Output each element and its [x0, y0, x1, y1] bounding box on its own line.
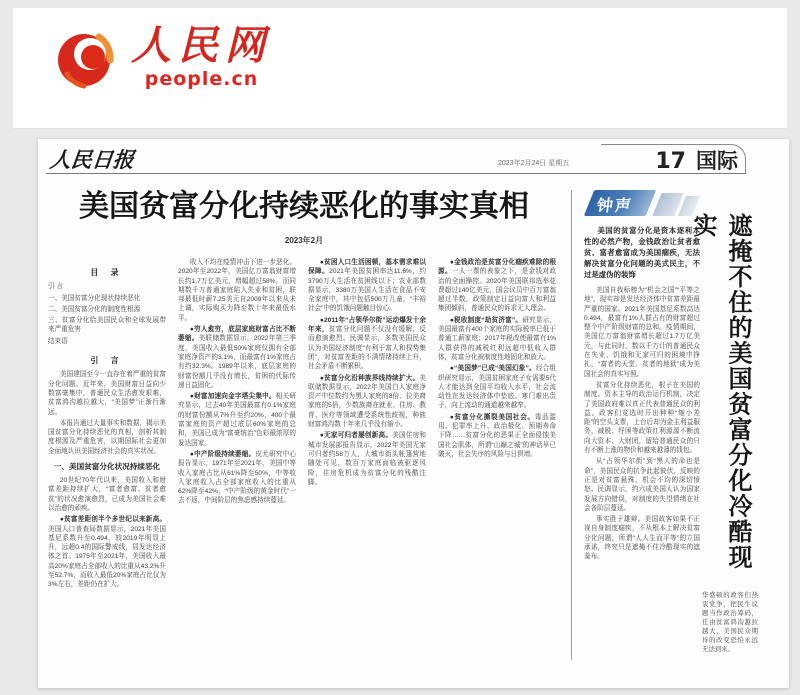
article-paragraph: 20世纪70年代以来，美国收入和财富差距持续扩大，“富者愈富、贫者愈贫”的状况愈演愈烈，已成为美国社会难以治愈的顽疾。 — [48, 477, 166, 512]
section-heading: 目 录 — [90, 268, 124, 277]
article-bullet-paragraph: ●贫富分化沿种族界线持续扩大。美联储数据显示，2022年美国白人家庭净资产中位数约为黑人家庭的8倍、拉美裔家庭的5倍，少数族裔在就业、住房、教育、医疗等领域遭受系统性歧视，种族财富鸿沟数十年来几乎没有缩小。 — [308, 374, 426, 429]
article-bullet-paragraph: ●金钱政治是贫富分化痼疾难除的根源。一人一票的表象之下，是金钱对政治的全面操控。2020年美国联邦选举花费超过140亿美元，国会议员中百万富翁超过半数，政策制定日益向富人和利益集团倾斜，普通民众的诉求无人理会。 — [438, 259, 556, 313]
article-paragraph: 收入不均在疫情冲击下进一步恶化。2020年至2022年，美国亿万富翁财富增长约1.7万亿美元，增幅超过58%，而同期数千万普通家庭陷入失业和贫困，联邦最低时薪7.25美元自2009年以来从未上调，实际购买力降至数十年来最低水平。 — [178, 259, 296, 322]
article-paragraph: 贫富分化持续恶化，根子在美国的制度。资本主导的政治运行机制，决定了美国政府难以真正代表普通民众的利益。政客们竞选时开出种种“缩小差距”的空头支票，上台后却为金主利益服务，减税、纾困等政策红利源源不断流向大资本、大财团，留给普通民众的只有不断上涨的物价和越来越薄的钱包。 — [584, 381, 700, 455]
toc-line: 引 言 — [48, 283, 64, 291]
article-paragraph: 美国建国至今一直存在着严重的贫富分化问题。近年来，美国财富日益向少数富豪集中，普通民众生活愈发艰难，贫富鸿沟越拉越大，“美国梦”正渐行渐远。 — [48, 371, 166, 416]
zhongsheng-column — [584, 223, 700, 685]
article-bullet-paragraph: ●“美国梦”已成“美国幻象”。经合组织研究显示，美国贫困家庭子女需要5代人才能达到全国平均收入水平，社会流动性在发达经济体中垫底。寒门难出贵子，向上流动的通道越来越窄。 — [438, 365, 556, 410]
toc-line: 结束语 — [48, 337, 68, 345]
article-bullet-paragraph: ●贫困人口生活困顿，基本需求难以保障。2021年美国贫困率达11.6%，约3790万人生活在贫困线以下；农业部数据显示，3380万美国人生活在食品不安全家庭中，其中包括500万儿童，“丰裕社会”中的饥饿问题触目惊心。 — [308, 259, 426, 313]
site-header — [13, 8, 787, 129]
article-bullet-paragraph: ●穷人愈穷，底层家庭财富占比不断萎缩。美联储数据显示，2022年第三季度，美国收入最低50%家庭仅拥有全部家庭净资产的3.1%，而最富有1%家庭占有约32.3%。1989年以来，底层家庭的财富份额几乎没有增长，贫困的代际传递日益固化。 — [178, 326, 296, 389]
main-article-subtitle: 2023年2月 — [284, 236, 324, 245]
people-cn-logo[interactable] — [53, 24, 272, 90]
article-paragraph: 本报告通过大量事实和数据，揭示美国贫富分化持续恶化的真相，剖析其制度根源及严重危害，以期国际社会更加全面地认识美国经济社会的真实状况。 — [48, 419, 166, 455]
article-column-3 — [308, 258, 426, 686]
section-name: 国际 — [696, 149, 738, 173]
zhongsheng-banner — [585, 190, 701, 217]
article-bullet-paragraph: ●贫富差距创半个多世纪以来新高。美国人口普查局数据显示，2021年美国基尼系数升至0.494，较2019年明显上升，远超0.4的国际警戒线，居发达经济体之首。1975年至2021年，美国收入最高20%家庭占全部收入的比重从43.2%升至52.7%，而收入最低20%家庭占比仅为3%左右，差距仍在扩大。 — [48, 516, 166, 589]
page-number-section — [610, 145, 738, 175]
logo-chinese-text: 人民网 — [131, 22, 272, 69]
article-column-2 — [178, 258, 296, 686]
article-paragraph: 从“占领华尔街”到“黑人的命也是命”，美国民众的抗争此起彼伏，反映的正是对贫富悬殊、机会不均的深切愤怒。民调显示，约六成美国人认为国家发展方向错误，对制度的失望情绪在社会各阶层蔓延。 — [584, 458, 700, 512]
article-bullet-paragraph: ●2011年“占领华尔街”运动爆发十余年来，贫富分化问题不仅没有缓解，反而愈演愈烈。民调显示，多数美国民众认为美国经济制度“有利于富人和权势集团”，对贫富差距的不满情绪持续上升，社会矛盾不断累积。 — [308, 316, 426, 371]
article-bullet-paragraph: ●中产阶级持续萎缩。皮尤研究中心报告显示，1971年至2021年，美国中等收入家庭占比从61%降至50%，中等收入家庭收入占全部家庭收入的比重从62%降至42%，“中产阶级的黄金时代”一去不返，中间阶层的焦虑感持续蔓延。 — [178, 450, 296, 505]
article-bullet-paragraph: ●财富加速向金字塔尖集中。相关研究显示，过去40年美国最富有0.1%家庭的财富份额从7%升至约20%，400个最富家庭的资产超过底层60%家庭的总和，美国已成为“富豪统治”色彩最浓厚的发达国家。 — [178, 393, 296, 447]
newspaper-masthead: 人民日报 — [48, 147, 136, 172]
article-bullet-paragraph: ●无家可归者屡创新高。美国住房和城市发展部报告显示，2022年美国无家可归者约58万人，大城市街头帐篷营地随处可见，数百万家庭面临被驱逐风险，住房危机成为贫富分化的残酷注脚。 — [308, 432, 426, 486]
newspaper-page — [38, 139, 789, 688]
zhongsheng-banner-label: 钟声 — [595, 196, 634, 215]
section-heading: 引 言 — [90, 356, 124, 366]
page-number: 17 — [655, 149, 686, 174]
column-divider — [571, 190, 572, 660]
article-paragraph: 事实胜于雄辩。美国政客如果不正视自身制度痼疾，不从根本上解决贫富分化问题，所谓“人人生而平等”的立国承诺，终究只是遮掩不住冷酷现实的遮羞布。 — [584, 516, 700, 561]
section-heading: 一、美国贫富分化状况持续恶化 — [53, 462, 161, 472]
article-column-4 — [438, 258, 556, 686]
toc-line: 二、美国贫富分化的制度性根源 — [48, 305, 141, 313]
zhongsheng-vertical-title: 遮掩不住的美国贫富分化冷酷现实 — [689, 213, 752, 570]
article-column-1 — [48, 258, 166, 686]
toc-line: 一、美国贫富分化现状持续恶化 — [48, 294, 141, 302]
zhongsheng-bottom-text: 华盛顿的政客们热衷党争，把民生议题当作政治筹码，任由贫富鸿沟越拉越大，美国民众期待的改变恐怕永远无法到来。 — [702, 592, 758, 653]
article-paragraph: 美国自我标榜为“机会之国”“平等之地”，现实却是发达经济体中贫富差距最严重的国家。2021年美国基尼系数高达0.494，最富有1%人群占有的财富超过整个中产阶级财富的总和。疫情期间，美国亿万富翁财富增长超过1.7万亿美元，与此同时，数以千万计的普通民众在失业、饥饿和无家可归的困境中挣扎，“富者的天堂、贫者的地狱”成为美国社会的真实写照。 — [584, 287, 700, 378]
header-rule — [46, 173, 745, 174]
article-bullet-paragraph: ●贫富分化撕裂美国社会。毒品滥用、犯罪率上升、政治极化、预期寿命下降……贫富分化的恶果正全面侵蚀美国社会肌体，所谓“山巅之城”的神话早已破灭，社会失序的风险与日俱增。 — [438, 413, 556, 458]
logo-domain-text: people.cn — [144, 68, 259, 90]
article-lead-paragraph: 美国的贫富分化是资本逐利本性的必然产物，金钱政治让贫者愈贫、富者愈富成为美国痼疾，无法解决贫富分化问题的美式民主，不过是虚伪的装饰 — [584, 226, 700, 279]
toc-line: 三、贫富分化给美国民众和全球发展带来严重危害 — [48, 317, 166, 334]
people-cn-logo-icon — [53, 24, 119, 90]
newspaper-date: 2023年2月24日 星期五 — [498, 160, 570, 167]
article-bullet-paragraph: ●税收制度“劫贫济富”。研究显示，美国最富有400个家庭的实际税率已低于普通工薪家庭；2017年税改使最富有1%人群获得的减税红利远超中低收入群体，贫富分化被制度性地固化和放大。 — [438, 316, 556, 361]
main-article-title: 美国贫富分化持续恶化的事实真相 — [79, 189, 529, 224]
